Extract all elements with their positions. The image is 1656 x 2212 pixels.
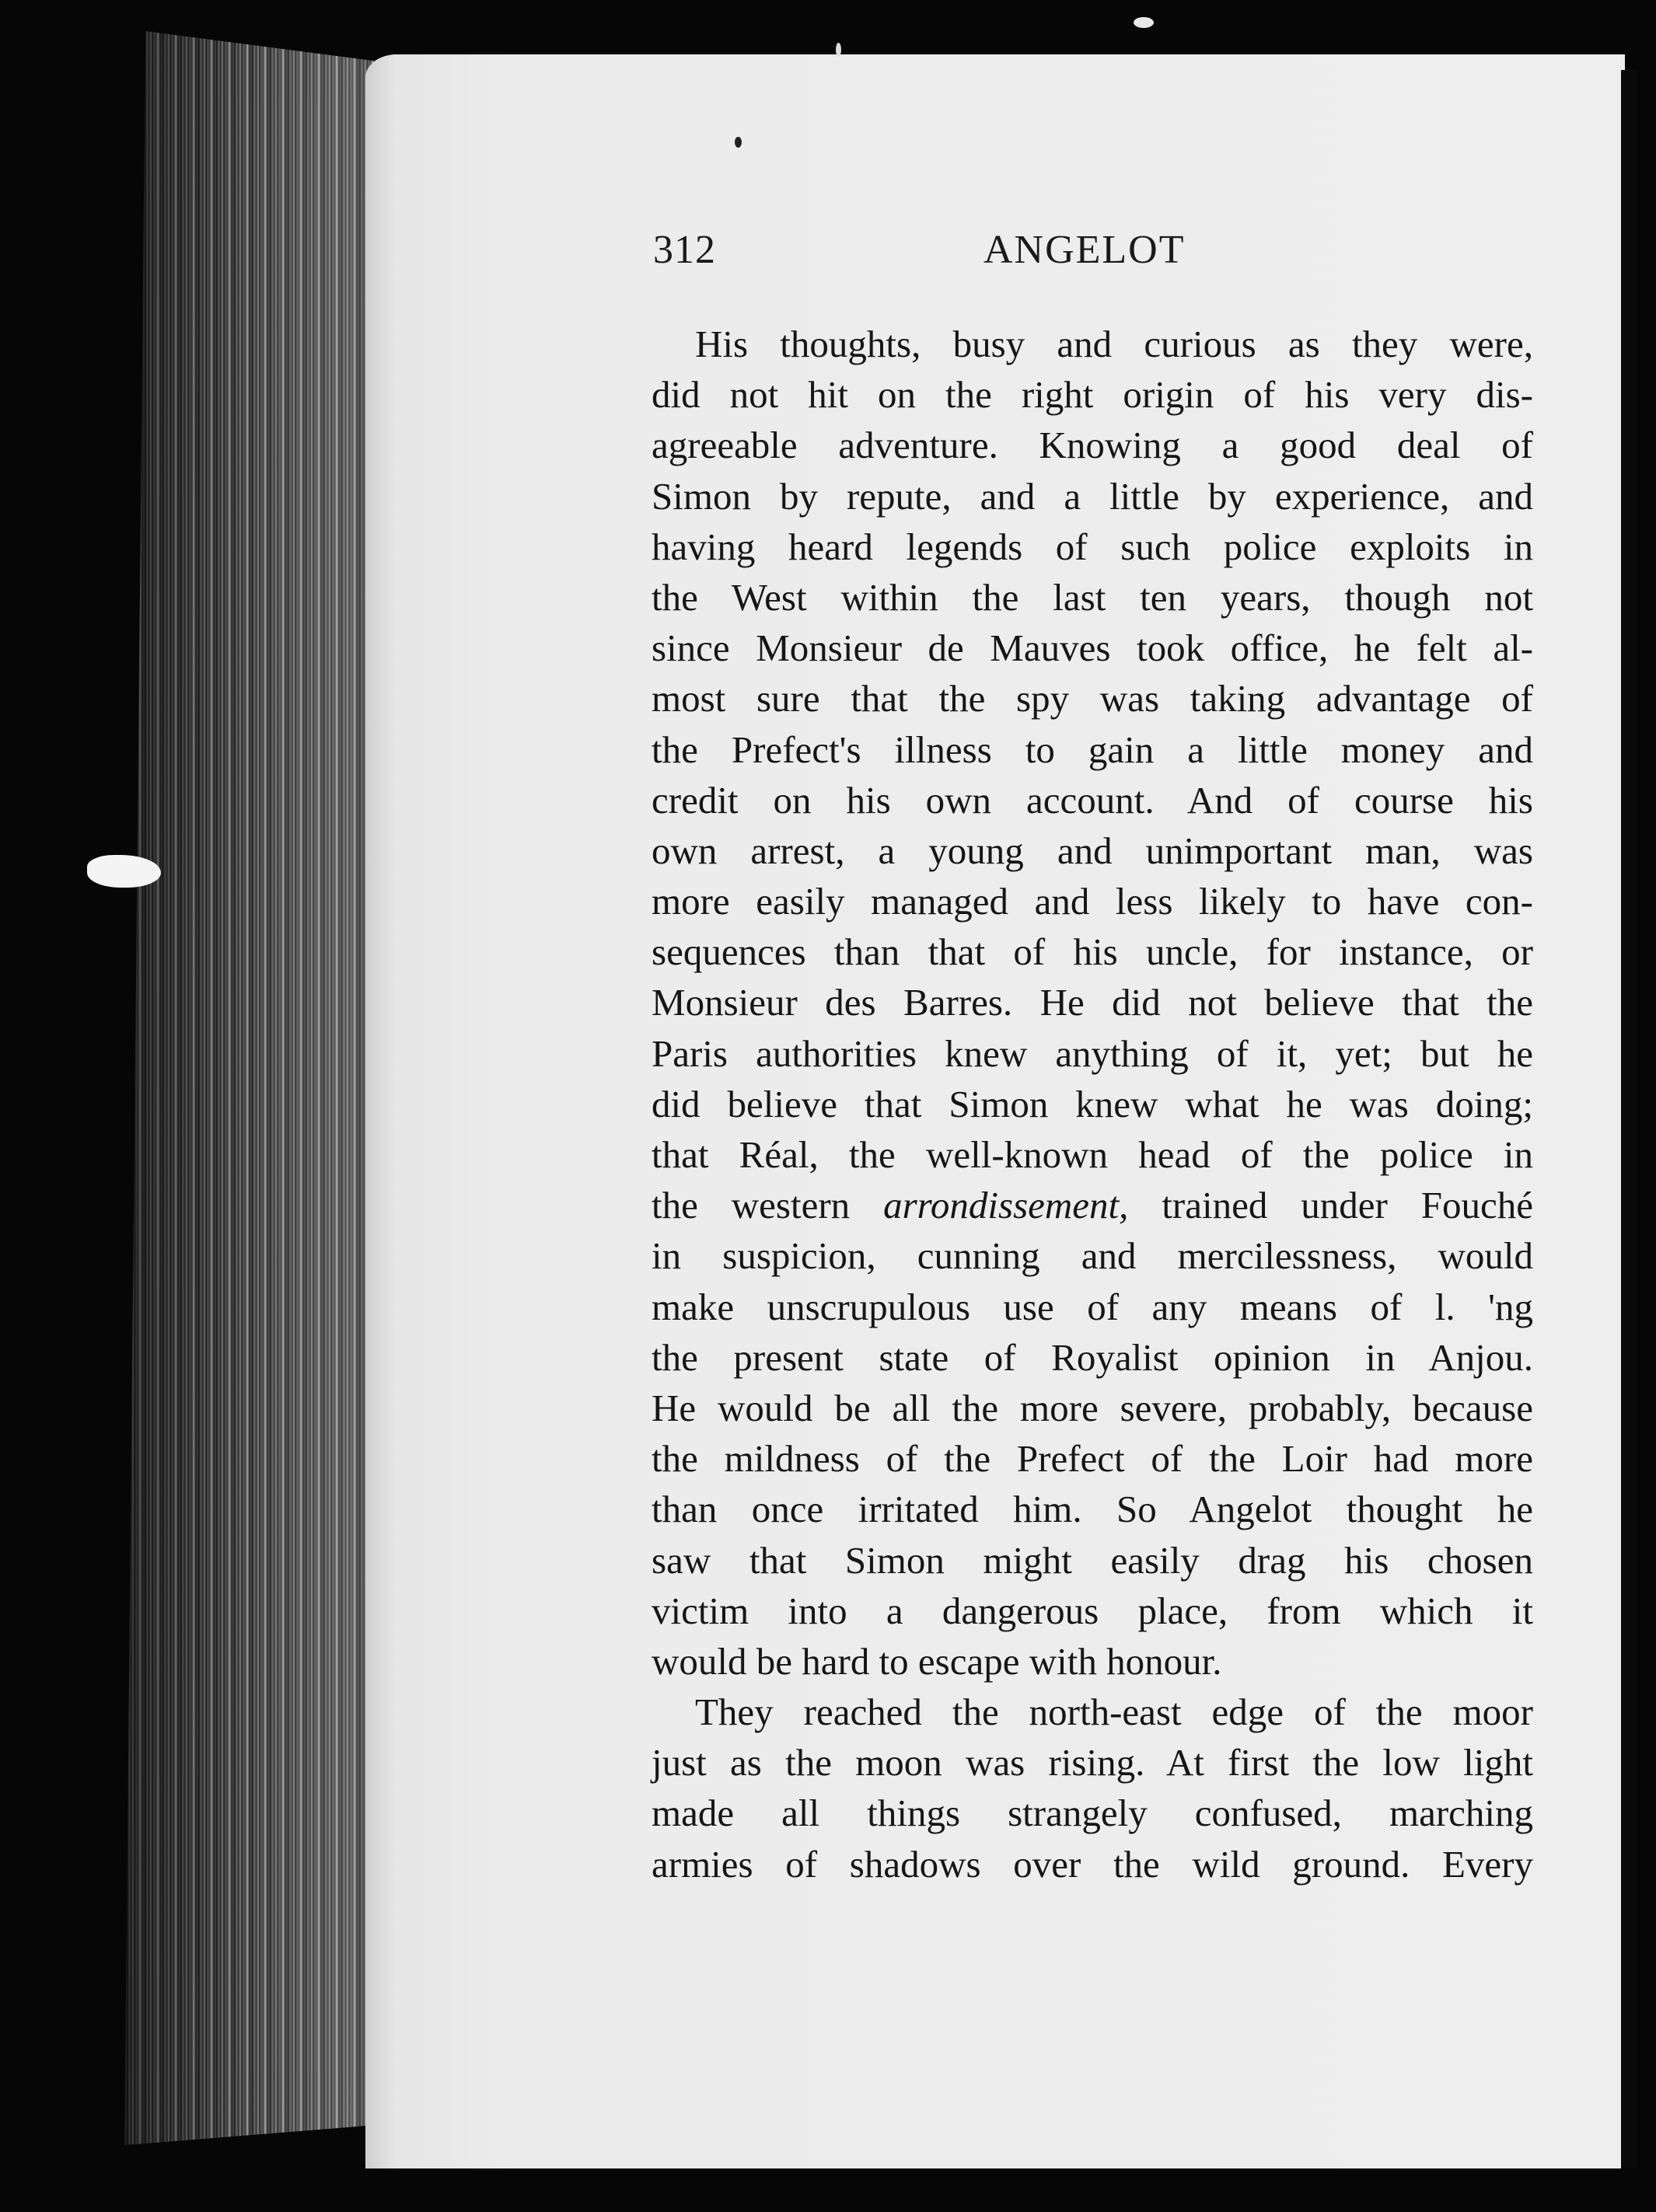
- page-number: 312: [653, 228, 716, 272]
- dust-speck: [87, 855, 161, 888]
- text-line: They reached the north-east edge of the moor: [695, 1690, 1533, 1734]
- text-line: having heard legends of such police exploits in: [652, 525, 1533, 568]
- text-line: than once irritated him. So Angelot thought he: [652, 1488, 1533, 1531]
- page-right-shadow: [1621, 70, 1637, 2168]
- text-segment: trained under Fouché: [1128, 1184, 1534, 1227]
- italic-term: arrondissement,: [883, 1184, 1129, 1227]
- text-line: He would be all the more severe, probably, because: [652, 1386, 1533, 1429]
- text-line: Monsieur des Barres. He did not believe that the: [652, 981, 1533, 1024]
- text-line: did believe that Simon knew what he was doing;: [652, 1082, 1533, 1125]
- text-line: would be hard to escape with honour.: [652, 1639, 1222, 1683]
- text-line: victim into a dangerous place, from which it: [652, 1589, 1533, 1632]
- text-segment: the western: [652, 1184, 884, 1227]
- text-line: credit on his own account. And of course his: [652, 778, 1533, 822]
- text-line: sequences than that of his uncle, for instance, or: [652, 930, 1533, 974]
- text-line-with-italic: [652, 1180, 1533, 1230]
- text-line: Simon by repute, and a little by experience, and: [652, 474, 1533, 518]
- running-title: ANGELOT: [983, 228, 1186, 272]
- text-line: made all things strangely confused, marching: [652, 1792, 1533, 1835]
- text-line: did not hit on the right origin of his very dis-: [652, 373, 1533, 417]
- text-line: the Prefect's illness to gain a little money and: [652, 727, 1533, 771]
- text-line: make unscrupulous use of any means of l. 'ng: [652, 1285, 1533, 1328]
- text-line: saw that Simon might easily drag his chosen: [652, 1538, 1533, 1582]
- dust-speck: [1134, 17, 1154, 28]
- body-text: [652, 319, 1533, 1889]
- text-line: armies of shadows over the wild ground. Every: [652, 1842, 1533, 1886]
- text-line: that Réal, the well-known head of the police in: [652, 1133, 1533, 1176]
- text-line: Paris authorities knew anything of it, yet; but he: [652, 1031, 1533, 1075]
- text-line: just as the moon was rising. At first the low light: [652, 1741, 1533, 1785]
- text-line: His thoughts, busy and curious as they were,: [695, 323, 1533, 365]
- text-line: the mildness of the Prefect of the Loir had more: [652, 1437, 1533, 1481]
- book-fore-edge: [124, 31, 389, 2145]
- text-line: the West within the last ten years, though not: [652, 575, 1533, 619]
- dust-speck: [836, 43, 841, 57]
- text-line: more easily managed and less likely to have con-: [652, 880, 1533, 923]
- page-header: [653, 227, 1532, 289]
- text-line: most sure that the spy was taking advantage of: [652, 677, 1533, 720]
- text-line: agreeable adventure. Knowing a good deal of: [652, 424, 1533, 467]
- text-line: in suspicion, cunning and mercilessness, would: [652, 1234, 1533, 1278]
- text-line: since Monsieur de Mauves took office, he felt al-: [652, 626, 1533, 670]
- text-line: own arrest, a young and unimportant man, was: [652, 829, 1533, 872]
- text-line: the present state of Royalist opinion in Anjou.: [652, 1335, 1533, 1379]
- dust-speck: [735, 137, 742, 148]
